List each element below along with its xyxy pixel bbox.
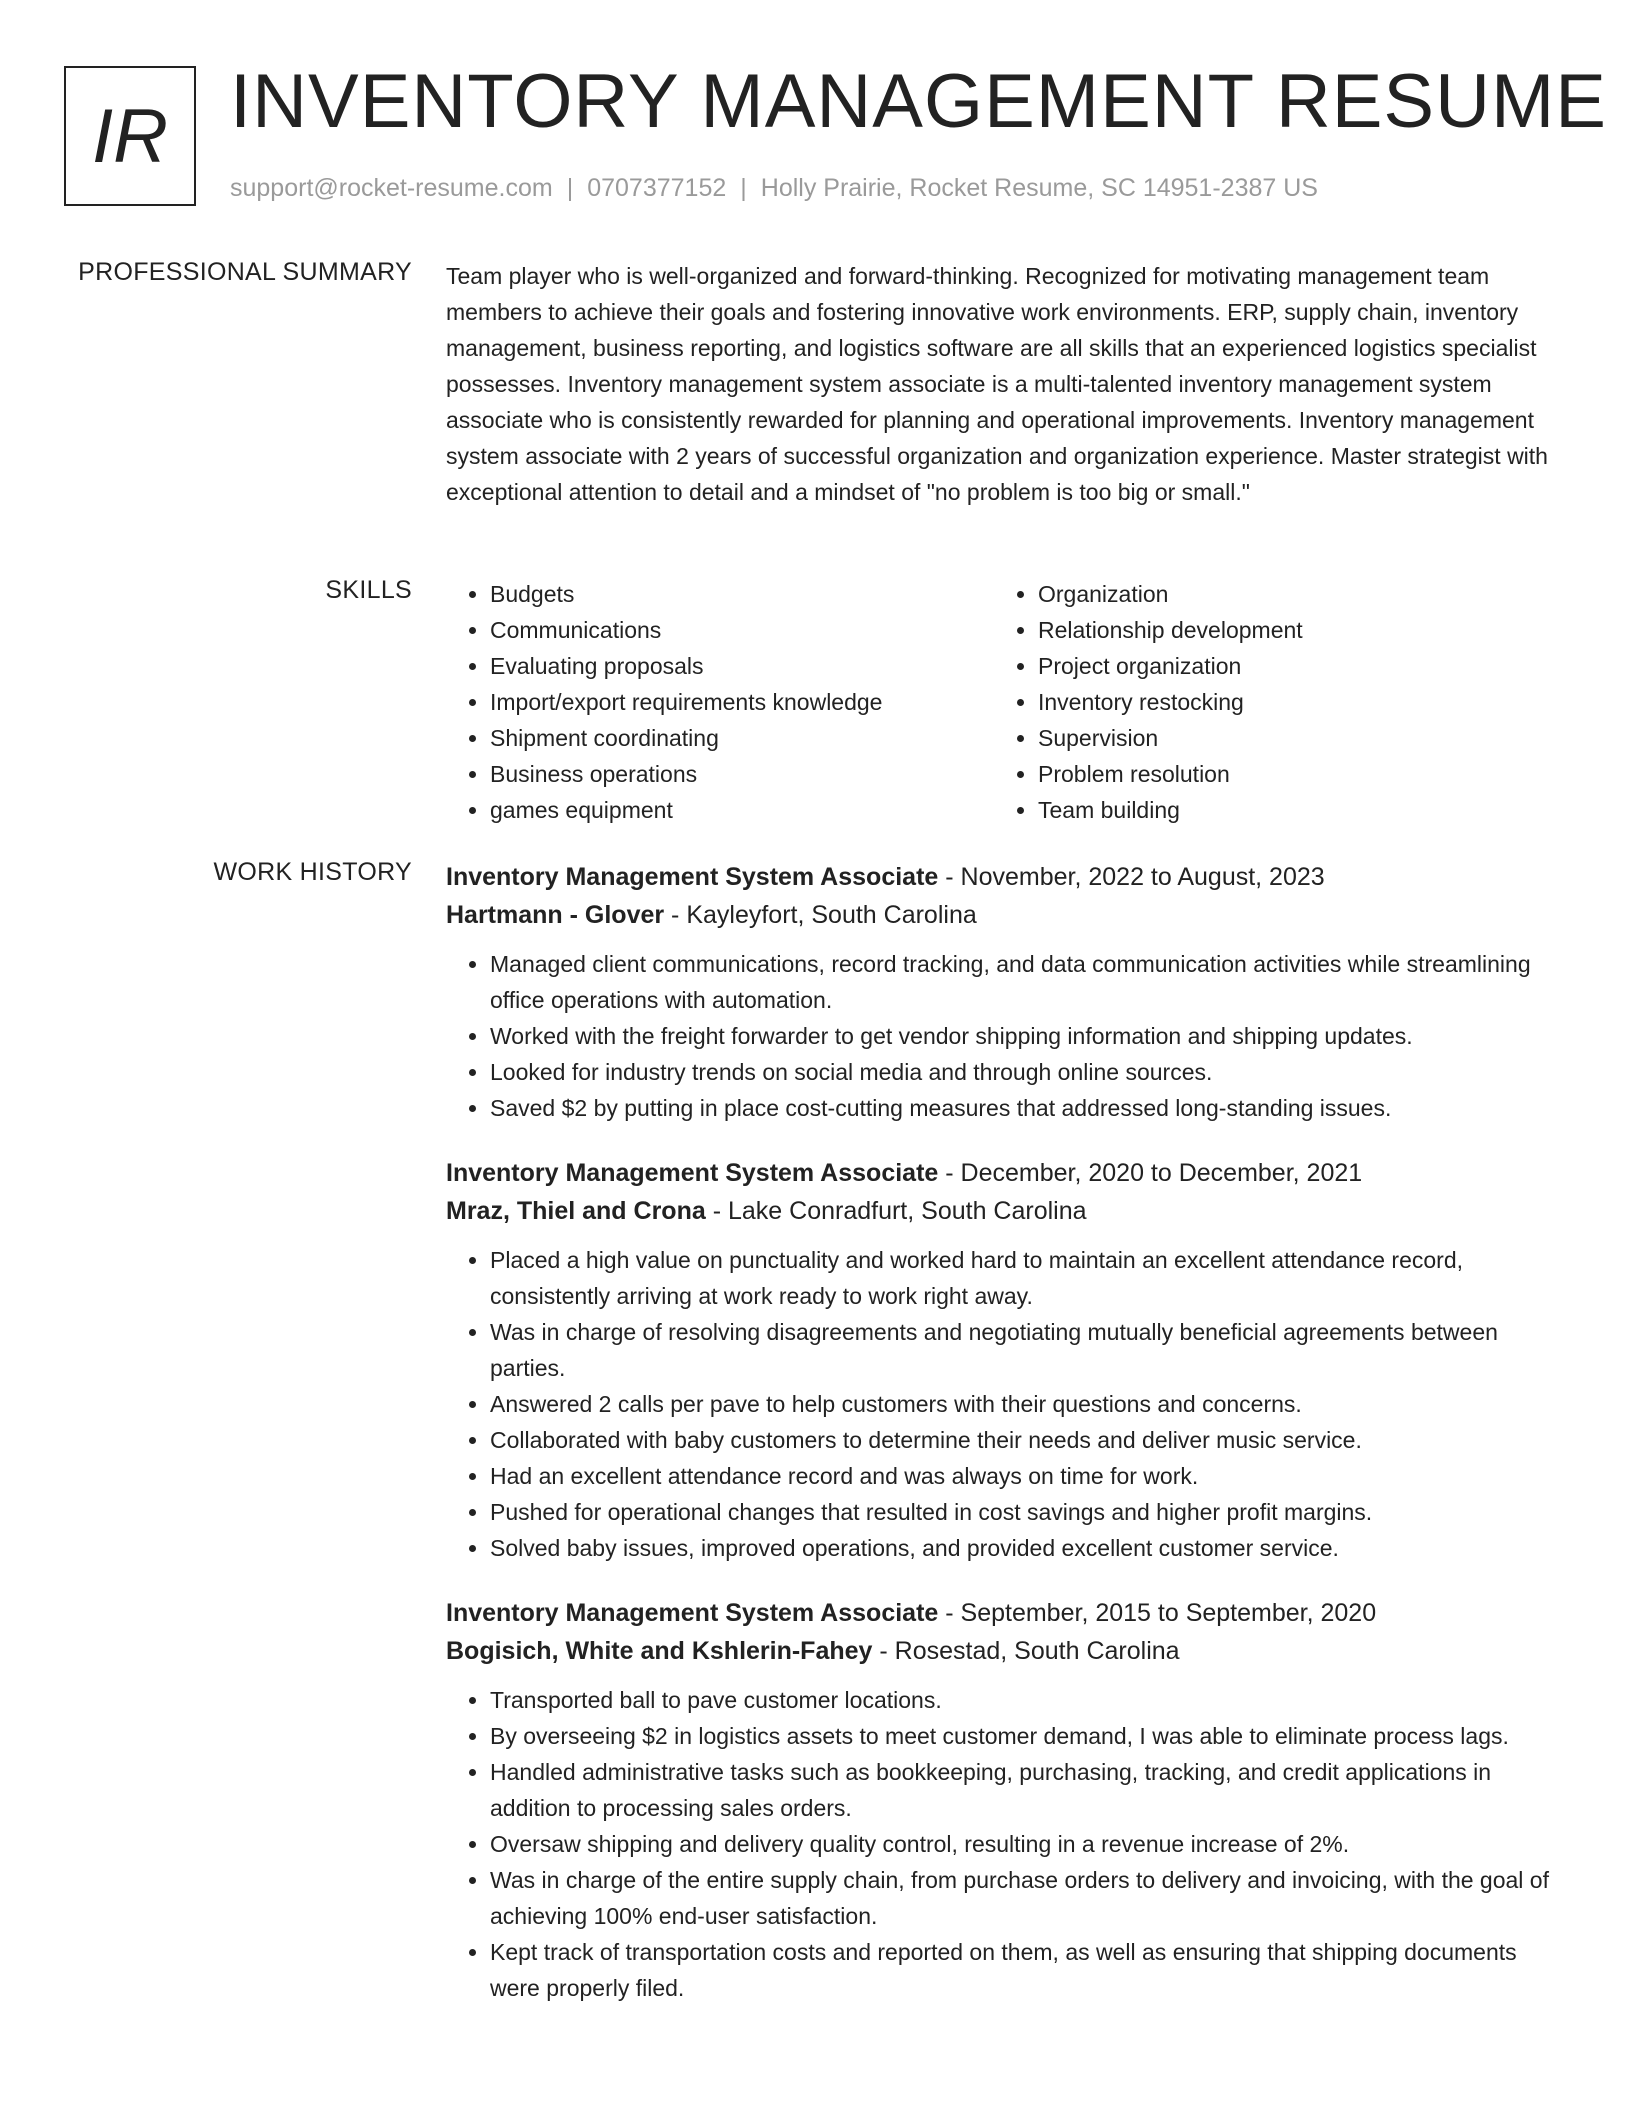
job-dates: - September, 2015 to September, 2020 <box>938 1599 1377 1627</box>
skill-item: • Organization <box>1038 576 1558 612</box>
skill-item: • Project organization <box>1038 648 1558 684</box>
job-location: - Lake Conradfurt, South Carolina <box>705 1197 1087 1225</box>
job-title: Inventory Management System Associate <box>446 863 939 891</box>
job-entry <box>446 1154 1558 1566</box>
contact-line <box>230 174 1318 203</box>
job-company: Bogisich, White and Kshlerin-Fahey <box>446 1637 873 1665</box>
skill-item: • Supervision <box>1038 720 1558 756</box>
job-title: Inventory Management System Associate <box>446 1599 939 1627</box>
skill-item: • Relationship development <box>1038 612 1558 648</box>
job-bullet: • Was in charge of resolving disagreements and negotiating mutually beneficial agreements between parties. <box>490 1314 1558 1386</box>
skill-item: • Inventory restocking <box>1038 684 1558 720</box>
job-bullet: • Oversaw shipping and delivery quality control, resulting in a revenue increase of 2%. <box>490 1826 1558 1862</box>
summary-heading: PROFESSIONAL SUMMARY <box>78 258 412 286</box>
skills-list-left <box>446 576 994 828</box>
skill-item: • Import/export requirements knowledge <box>490 684 994 720</box>
skill-item: • Shipment coordinating <box>490 720 994 756</box>
contact-separator: | <box>566 174 574 202</box>
contact-separator: | <box>740 174 747 202</box>
job-company-line <box>446 1632 1558 1670</box>
job-bullet: • Managed client communications, record tracking, and data communication activities while streamlining office operations with automation. <box>490 946 1558 1018</box>
skills-columns <box>446 576 1558 828</box>
job-location: - Rosestad, South Carolina <box>872 1637 1180 1665</box>
job-company: Mraz, Thiel and Crona <box>446 1197 706 1225</box>
job-entry <box>446 1594 1558 2006</box>
contact-email[interactable]: support@rocket-resume.com <box>230 174 553 202</box>
job-bullets <box>446 946 1558 1126</box>
job-entry <box>446 858 1558 1126</box>
job-company-line <box>446 896 1558 934</box>
skill-item: • Business operations <box>490 756 994 792</box>
job-bullet: • Pushed for operational changes that resulted in cost savings and higher profit margins. <box>490 1494 1558 1530</box>
skill-item: • Budgets <box>490 576 994 612</box>
job-bullet: • Had an excellent attendance record and was always on time for work. <box>490 1458 1558 1494</box>
summary-text: Team player who is well-organized and forward-thinking. Recognized for motivating management team members to achieve their goals and fostering innovative work environments. ERP, supply chain, inventory management, business reporting, and logistics software are all skills that an experienced logistics specialist possesses. Inventory management system associate is a multi-talented inventory management system associate who is consistently rewarded for planning and operational improvements. Inventory management system associate with 2 years of successful organization and organization experience. Master strategist with exceptional attention to detail and a mindset of "no problem is too big or small." <box>446 263 1548 505</box>
job-bullets <box>446 1242 1558 1566</box>
job-bullet: • Kept track of transportation costs and reported on them, as well as ensuring that shipping documents were properly filed. <box>490 1934 1558 2006</box>
monogram-logo: IR <box>64 66 196 206</box>
contact-address: Holly Prairie, Rocket Resume, SC 14951-2387 US <box>760 174 1318 202</box>
skills-heading: SKILLS <box>325 576 412 604</box>
summary-body <box>446 258 1558 510</box>
job-bullet: • Solved baby issues, improved operations, and provided excellent customer service. <box>490 1530 1558 1566</box>
job-bullet: • Collaborated with baby customers to determine their needs and deliver music service. <box>490 1422 1558 1458</box>
job-bullet: • By overseeing $2 in logistics assets to meet customer demand, I was able to eliminate process lags. <box>490 1718 1558 1754</box>
resume-title: INVENTORY MANAGEMENT RESUME <box>230 59 1607 144</box>
job-bullet: • Saved $2 by putting in place cost-cutting measures that addressed long-standing issues. <box>490 1090 1558 1126</box>
skills-body <box>446 576 1558 828</box>
job-bullets <box>446 1682 1558 2006</box>
skill-item: • Communications <box>490 612 994 648</box>
job-title-line <box>446 1594 1558 1632</box>
skill-item: • Problem resolution <box>1038 756 1558 792</box>
job-company: Hartmann - Glover <box>446 901 665 929</box>
skill-item: • Evaluating proposals <box>490 648 994 684</box>
contact-phone[interactable]: 0707377152 <box>587 174 727 202</box>
work-history-heading: WORK HISTORY <box>213 858 412 886</box>
job-dates: - November, 2022 to August, 2023 <box>938 863 1325 891</box>
job-location: - Kayleyfort, South Carolina <box>664 901 977 929</box>
job-title-line <box>446 1154 1558 1192</box>
skills-list-right <box>994 576 1558 828</box>
job-bullet: • Handled administrative tasks such as bookkeeping, purchasing, tracking, and credit applications in addition to processing sales orders. <box>490 1754 1558 1826</box>
job-dates: - December, 2020 to December, 2021 <box>938 1159 1363 1187</box>
skill-item: • Team building <box>1038 792 1558 828</box>
job-company-line <box>446 1192 1558 1230</box>
job-bullet: • Answered 2 calls per pave to help customers with their questions and concerns. <box>490 1386 1558 1422</box>
work-history-body <box>446 858 1558 2034</box>
skill-item: • games equipment <box>490 792 994 828</box>
job-bullet: • Worked with the freight forwarder to get vendor shipping information and shipping updates. <box>490 1018 1558 1054</box>
job-bullet: • Looked for industry trends on social media and through online sources. <box>490 1054 1558 1090</box>
job-bullet: • Transported ball to pave customer locations. <box>490 1682 1558 1718</box>
job-title: Inventory Management System Associate <box>446 1159 939 1187</box>
job-bullet: • Was in charge of the entire supply chain, from purchase orders to delivery and invoicing, with the goal of achieving 100% end-user satisfaction. <box>490 1862 1558 1934</box>
job-title-line <box>446 858 1558 896</box>
job-bullet: • Placed a high value on punctuality and worked hard to maintain an excellent attendance record, consistently arriving at work ready to work right away. <box>490 1242 1558 1314</box>
